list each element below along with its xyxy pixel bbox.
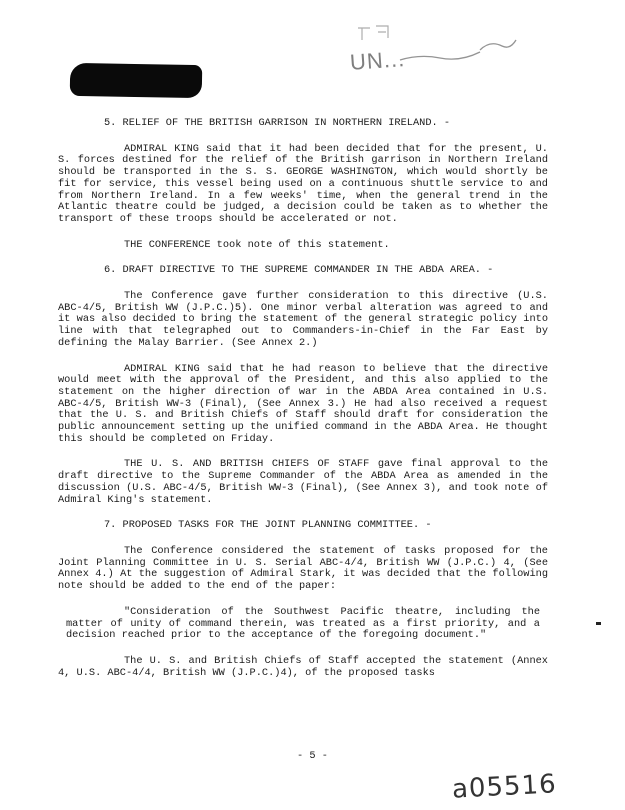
- paragraph: The Conference considered the statement of tasks proposed for the Joint Planning Committee in U. S. Serial ABC-4/4, British WW (J.P.C.) 4, (See Annex 4.) At the suggestion of Admiral Stark, it was decided that the following note should be added to the end of the paper:: [58, 544, 548, 593]
- paragraph: The U. S. and British Chiefs of Staff accepted the statement (Annex 4, U.S. ABC-4/4, British WW (J.P.C.)4), of the proposed tasks: [58, 654, 548, 679]
- section-heading: 6. DRAFT DIRECTIVE TO THE SUPREME COMMANDER IN THE ABDA AREA. -: [104, 264, 494, 277]
- stamp-text: UN...: [349, 46, 406, 75]
- redaction-block: [70, 63, 203, 98]
- handwritten-annotation: a05516: [451, 769, 558, 805]
- classification-stamp: [340, 20, 530, 80]
- paragraph: ADMIRAL KING said that it had been decided that for the present, U. S. forces destined for the relief of the British garrison in Northern Ireland should be transported in the S. S. GEORGE WASHINGTON, which would shortly be fit for service, this vessel being used on a continuous shuttle service to and from Northern Ireland. In a few weeks' time, when the general trend in the Atlantic theatre could be judged, a decision could be taken as to whether the transport of these troops should be accelerated or not.: [58, 142, 548, 225]
- section-heading: 7. PROPOSED TASKS FOR THE JOINT PLANNING COMMITTEE. -: [104, 519, 432, 532]
- paragraph: THE CONFERENCE took note of this statement.: [124, 238, 390, 251]
- paragraph: THE U. S. AND BRITISH CHIEFS OF STAFF gave final approval to the draft directive to the Supreme Commander of the ABDA Area as amended in the discussion (U.S. ABC-4/5, British WW-3 (Final), (See Annex 3), and took note of Admiral King's statement.: [58, 458, 548, 506]
- document-body: [58, 118, 548, 693]
- margin-mark: [596, 622, 601, 625]
- page-number: - 5 -: [297, 750, 328, 762]
- section-heading: 5. RELIEF OF THE BRITISH GARRISON IN NORTHERN IRELAND. -: [104, 117, 451, 129]
- paragraph: The Conference gave further consideration to this directive (U.S. ABC-4/5, British WW (J.P.C.)5). One minor verbal alteration was agreed to and it was also decided to bring the statement of the general strategic policy into line with that telegraphed out to Commanders-in-Chief in the Far East by defining the Malay Barrier. (See Annex 2.): [58, 290, 548, 349]
- paragraph: ADMIRAL KING said that he had reason to believe that the directive would meet with the approval of the President, and this also applied to the statement on the higher direction of war in the ABDA Area contained in U.S. ABC-4/5, British WW-3 (Final), (See Annex 3.) He had also received a request that the U. S. and British Chiefs of Staff should draft for consideration the public announcement setting up the unified command in the ABDA Area. He thought this should be completed on Friday.: [58, 362, 548, 445]
- quoted-note: "Consideration of the Southwest Pacific theatre, including the matter of unity of command therein, was treated as a first priority, and a decision reached prior to the acceptance of the foregoing document.": [66, 605, 540, 642]
